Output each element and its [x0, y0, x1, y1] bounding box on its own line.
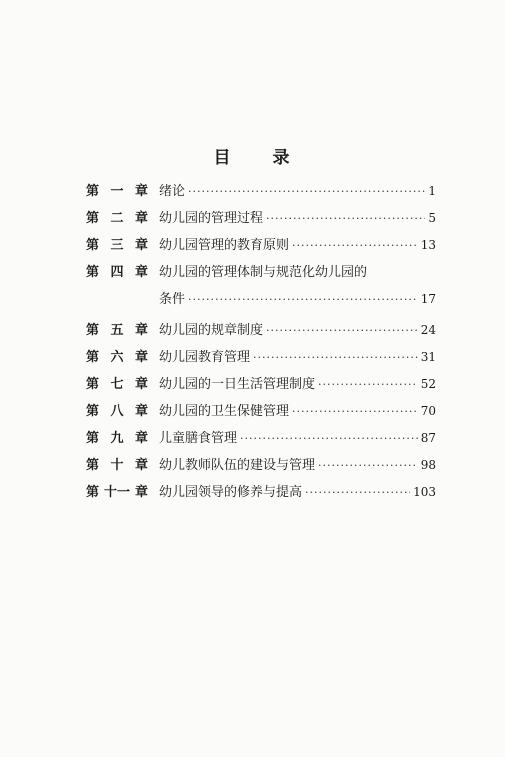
toc-entry[interactable]: [86, 369, 436, 396]
chapter-title: 儿童膳食管理: [159, 431, 238, 446]
toc-entry[interactable]: [86, 342, 436, 369]
page-number: 52: [420, 377, 436, 391]
chapter-number: 第 九 章: [86, 431, 148, 446]
chapter-number: 第 七 章: [86, 377, 148, 392]
chapter-number: 第 四 章: [86, 265, 148, 280]
toc-entry[interactable]: [86, 230, 436, 257]
chapter-title: 绪论: [159, 184, 186, 199]
dot-leader: [305, 486, 410, 499]
toc-entry[interactable]: [86, 257, 436, 315]
page-number: 13: [420, 238, 436, 252]
page-number: 5: [428, 211, 436, 225]
table-of-contents: [86, 176, 436, 504]
toc-entry[interactable]: [86, 396, 436, 423]
chapter-number: 第 十一 章: [86, 485, 148, 500]
chapter-title: 幼儿园的管理体制与规范化幼儿园的: [159, 265, 368, 280]
toc-entry[interactable]: [86, 477, 436, 504]
dot-leader: [292, 239, 418, 252]
toc-entry[interactable]: [86, 315, 436, 342]
chapter-number: 第 六 章: [86, 350, 148, 365]
chapter-title: 幼儿园的一日生活管理制度: [159, 377, 316, 392]
title-char-1: 目: [213, 148, 233, 168]
toc-entry[interactable]: [86, 176, 436, 203]
chapter-number: 第 八 章: [86, 404, 148, 419]
chapter-title-continued: 条件: [159, 292, 186, 307]
page-number: 98: [420, 458, 436, 472]
toc-entry[interactable]: [86, 450, 436, 477]
dot-leader: [266, 324, 418, 337]
page-number: 17: [420, 292, 436, 306]
chapter-number: 第 二 章: [86, 211, 148, 226]
chapter-number: 第 三 章: [86, 238, 148, 253]
page-number: 24: [420, 323, 436, 337]
dot-leader: [266, 212, 425, 225]
dot-leader: [292, 405, 418, 418]
chapter-number: 第 一 章: [86, 184, 148, 199]
toc-entry[interactable]: [86, 203, 436, 230]
dot-leader: [318, 459, 418, 472]
title-char-2: 录: [272, 148, 292, 168]
page-title: [0, 143, 505, 168]
dot-leader: [253, 351, 418, 364]
page-number: 103: [413, 485, 436, 499]
page-number: 31: [420, 350, 436, 364]
dot-leader: [318, 378, 418, 391]
chapter-title: 幼儿园的卫生保健管理: [159, 404, 290, 419]
dot-leader: [188, 185, 425, 198]
page-number: 1: [428, 184, 436, 198]
dot-leader: [188, 293, 418, 306]
chapter-title: 幼儿园管理的教育原则: [159, 238, 290, 253]
page-number: 87: [420, 431, 436, 445]
chapter-number: 第 五 章: [86, 323, 148, 338]
chapter-number: 第 十 章: [86, 458, 148, 473]
chapter-title: 幼儿园的管理过程: [159, 211, 264, 226]
chapter-title: 幼儿园教育管理: [159, 350, 251, 365]
chapter-title: 幼儿教师队伍的建设与管理: [159, 458, 316, 473]
toc-entry[interactable]: [86, 423, 436, 450]
page-number: 70: [420, 404, 436, 418]
chapter-title: 幼儿园领导的修养与提高: [159, 485, 303, 500]
chapter-title: 幼儿园的规章制度: [159, 323, 264, 338]
dot-leader: [240, 432, 418, 445]
